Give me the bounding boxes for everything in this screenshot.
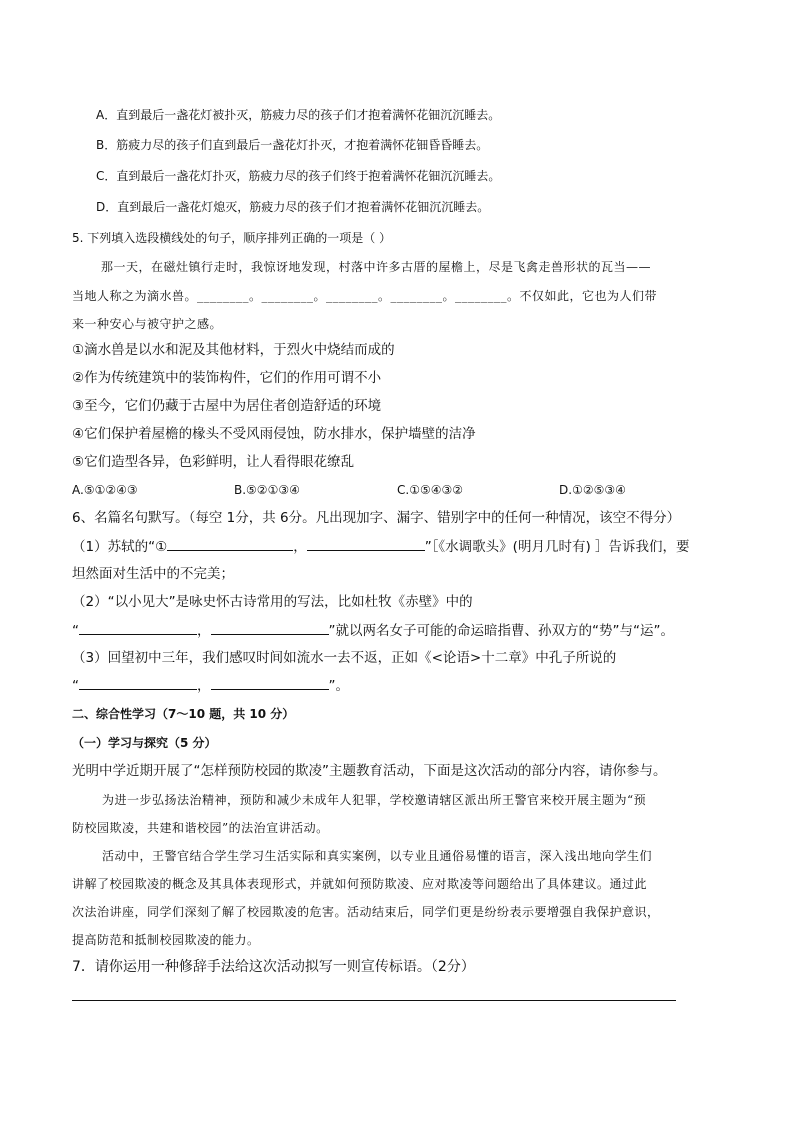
q4-option-c: C．直到最后一盏花灯扑灭，筋疲力尽的孩子们终于抱着满怀花钿沉沉睡去。 xyxy=(96,169,501,183)
q7-prompt: 7．请你运用一种修辞手法给这次活动拟写一则宣传标语。（2分） xyxy=(72,959,475,975)
q5-stem: 5. 下列填入选段横线处的句子，顺序排列正确的一项是（ ） xyxy=(72,231,392,245)
choice-text: ⑤①②④③ xyxy=(83,483,138,497)
q4-option-a: A．直到最后一盏花灯被扑灭，筋疲力尽的孩子们才抱着满怀花钿沉沉睡去。 xyxy=(96,108,501,122)
q5-passage-line-3: 来一种安心与被守护之感。 xyxy=(72,317,223,331)
answer-line[interactable] xyxy=(72,1000,676,1001)
q4-option-d: D．直到最后一盏花灯熄灭，筋疲力尽的孩子们才抱着满怀花钿沉沉睡去。 xyxy=(96,200,490,214)
q6-item-3-suffix: ”。 xyxy=(328,678,349,694)
section-2-subtitle: （一）学习与探究（5 分） xyxy=(72,736,217,750)
q5-choice-a xyxy=(72,481,138,499)
open-quote: “ xyxy=(72,678,79,694)
q5-passage-line-2: 当地人称之为滴水兽。________。________。________。________。________。不仅如此，它也为人们带 xyxy=(72,289,658,303)
q4-option-b: B．筋疲力尽的孩子们直到最后一盏花灯扑灭，才抱着满怀花钿昏昏睡去。 xyxy=(96,138,489,152)
q6-item-1-suffix: ”［《水调歌头》(明月几时有) ］告诉我们，要 xyxy=(424,539,690,555)
section-2-title: 二、综合性学习（7～10 题，共 10 分） xyxy=(72,707,295,721)
material-line-5: 次法治讲座，同学们深刻了解了校园欺凌的危害。活动结束后，同学们更是纷纷表示要增强自我保护意识， xyxy=(72,905,660,919)
answer-blank[interactable] xyxy=(211,676,329,690)
q6-separator: ， xyxy=(293,539,307,555)
choice-text: ⑤②①③④ xyxy=(246,483,300,497)
q6-item-3-line-1: （3）回望初中三年，我们感叹时间如流水一去不返，正如《<论语>十二章》中孔子所说的 xyxy=(72,650,617,666)
q6-item-2-suffix: ”就以两名女子可能的命运暗指曹、孙双方的“势”与“运”。 xyxy=(328,623,674,639)
choice-text: ①⑤④③② xyxy=(409,483,463,497)
q6-item-1-prefix: （1）苏轼的“① xyxy=(72,539,168,555)
q5-sentence-2: ②作为传统建筑中的装饰构件，它们的作用可谓不小 xyxy=(72,370,382,386)
q5-sentence-4: ④它们保护着屋檐的椽头不受风雨侵蚀，防水排水，保护墙壁的洁净 xyxy=(72,426,476,442)
answer-blank[interactable] xyxy=(167,537,293,551)
q6-separator: ， xyxy=(197,623,211,639)
q5-sentence-5: ⑤它们造型各异，色彩鲜明，让人看得眼花缭乱 xyxy=(72,454,355,470)
q5-sentence-1: ①滴水兽是以水和泥及其他材料，于烈火中烧结而成的 xyxy=(72,342,395,358)
choice-text: ①②⑤③④ xyxy=(572,483,626,497)
choice-letter: C. xyxy=(397,483,410,497)
answer-blank[interactable] xyxy=(307,537,425,551)
q6-stem: 6、名篇名句默写。（每空 1分，共 6分。凡出现加字、漏字、错别字中的任何一种情况，该空不得分） xyxy=(72,510,681,526)
q5-choice-d xyxy=(559,481,626,499)
section-2-intro: 光明中学近期开展了“怎样预防校园的欺凌”主题教育活动，下面是这次活动的部分内容，请你参与。 xyxy=(72,763,667,779)
q5-choice-b xyxy=(234,481,300,499)
material-line-3: 活动中，王警官结合学生学习生活实际和真实案例，以专业且通俗易懂的语言，深入浅出地向学生们 xyxy=(102,849,653,863)
q6-item-1-line-2: 坦然面对生活中的不完美； xyxy=(72,566,234,582)
q6-separator: ， xyxy=(197,678,211,694)
material-line-6: 提高防范和抵制校园欺凌的能力。 xyxy=(72,933,260,947)
answer-blank[interactable] xyxy=(79,676,197,690)
q5-sentence-3: ③至今，它们仍藏于古屋中为居住者创造舒适的环境 xyxy=(72,398,382,414)
open-quote: “ xyxy=(72,623,79,639)
q6-item-2-line-2 xyxy=(72,621,674,640)
material-line-1: 为进一步弘扬法治精神，预防和减少未成年人犯罪，学校邀请辖区派出所王警官来校开展主题为“预 xyxy=(102,793,647,807)
answer-blank[interactable] xyxy=(79,621,197,635)
q6-item-2-line-1: （2）“以小见大”是咏史怀古诗常用的写法，比如杜牧《赤壁》中的 xyxy=(72,594,473,610)
q6-item-1-line-1 xyxy=(72,537,690,556)
material-line-2: 防校园欺凌，共建和谐校园”的法治宣讲活动。 xyxy=(72,821,329,835)
choice-letter: A. xyxy=(72,483,84,497)
choice-letter: B. xyxy=(234,483,247,497)
choice-letter: D. xyxy=(559,483,573,497)
q6-item-3-line-2 xyxy=(72,676,349,695)
material-line-4: 讲解了校园欺凌的概念及其具体表现形式，并就如何预防欺凌、应对欺凌等问题给出了具体建议。通过此 xyxy=(72,877,648,891)
q5-passage-line-1: 那一天，在磁灶镇行走时，我惊讶地发现，村落中许多古厝的屋檐上，尽是飞禽走兽形状的瓦当—— xyxy=(101,260,652,274)
q5-choice-c xyxy=(397,481,463,499)
answer-blank[interactable] xyxy=(211,621,329,635)
